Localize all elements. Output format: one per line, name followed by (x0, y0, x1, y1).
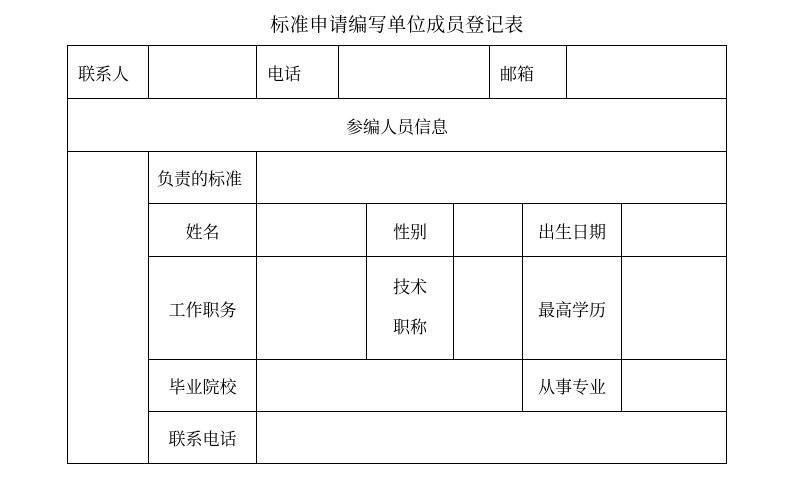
standard-field[interactable] (257, 152, 726, 203)
birth-date-label: 出生日期 (538, 222, 606, 243)
tech-title-label-line2: 职称 (393, 318, 427, 338)
section-header-participants: 参编人员信息 (346, 117, 448, 138)
phone-label: 电话 (267, 64, 301, 85)
phone-field[interactable] (339, 46, 489, 98)
tech-title-label-line1: 技术 (393, 278, 427, 298)
birth-date-field[interactable] (622, 204, 726, 256)
table-border-right (726, 45, 727, 464)
education-field[interactable] (622, 257, 726, 359)
member-side-cell[interactable] (68, 152, 148, 463)
school-field[interactable] (257, 360, 522, 411)
gender-field[interactable] (454, 204, 522, 256)
contact-person-label: 联系人 (78, 64, 129, 85)
position-field[interactable] (257, 257, 366, 359)
major-label: 从事专业 (538, 378, 606, 398)
name-label: 姓名 (185, 222, 220, 243)
tech-title-field[interactable] (454, 257, 522, 359)
email-field[interactable] (567, 46, 726, 98)
major-field[interactable] (622, 360, 726, 411)
tech-title-label (367, 257, 453, 359)
table-border-bottom (67, 463, 727, 464)
member-phone-field[interactable] (257, 412, 726, 463)
gender-label: 性别 (393, 222, 427, 243)
member-phone-label: 联系电话 (168, 430, 237, 450)
contact-person-field[interactable] (149, 46, 256, 98)
school-label: 毕业院校 (168, 378, 237, 398)
education-label: 最高学历 (538, 300, 606, 321)
position-label: 工作职务 (168, 300, 237, 321)
name-field[interactable] (257, 204, 366, 256)
email-label: 邮箱 (500, 64, 534, 85)
standard-label: 负责的标准 (157, 170, 242, 190)
form-title: 标准申请编写单位成员登记表 (270, 14, 524, 36)
